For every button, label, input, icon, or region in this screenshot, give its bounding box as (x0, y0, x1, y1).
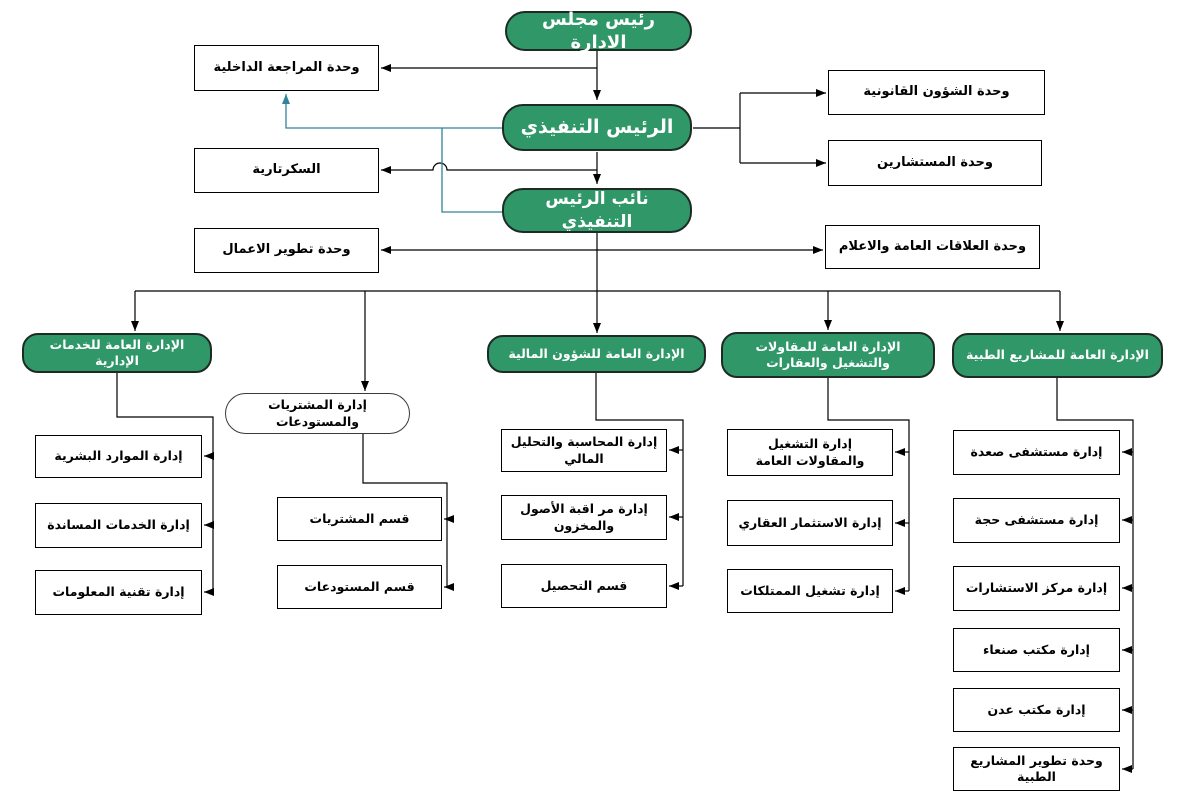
node-assets-inventory-admin: إدارة مر اقبة الأصول والمخزون (501, 495, 667, 540)
trunk-col-4 (828, 378, 909, 591)
node-dept-procurement-warehouses: إدارة المشتريات والمستودعات (225, 393, 410, 434)
node-sanaa-office-admin: إدارة مكتب صنعاء (953, 628, 1120, 672)
node-collection-section: قسم التحصيل (501, 564, 667, 608)
node-hajjah-hospital-admin: إدارة مستشفى حجة (953, 498, 1120, 543)
node-consultations-center-admin: إدارة مركز الاستشارات (953, 566, 1120, 611)
node-hr-admin: إدارة الموارد البشرية (35, 435, 202, 478)
node-ceo: الرئيس التنفيذي (502, 104, 692, 151)
node-medical-projects-dev-unit: وحدة تطوير المشاريع الطبية (953, 747, 1120, 791)
node-internal-audit-unit: وحدة المراجعة الداخلية (194, 45, 379, 91)
node-saada-hospital-admin: إدارة مستشفى صعدة (953, 430, 1120, 475)
node-accounting-analysis-admin: إدارة المحاسبة والتحليل المالي (501, 429, 667, 472)
node-dept-contracting-operations: الإدارة العامة للمقاولات والتشغيل والعقارات (721, 332, 935, 378)
node-dept-admin-services: الإدارة العامة للخدمات الإدارية (22, 333, 212, 373)
node-property-operations-admin: إدارة تشغيل الممتلكات (727, 569, 893, 613)
node-dept-medical-projects: الإدارة العامة للمشاريع الطبية (952, 333, 1163, 378)
node-business-dev-unit: وحدة تطوير الاعمال (194, 228, 379, 273)
node-deputy-ceo: نائب الرئيس التنفيذي (502, 188, 692, 233)
line-to-secretariat (381, 163, 597, 170)
node-pr-media-unit: وحدة العلاقات العامة والاعلام (825, 225, 1040, 269)
node-chairman: رئيس مجلس الادارة (505, 11, 692, 51)
node-purchasing-section: قسم المشتريات (277, 497, 442, 541)
node-legal-affairs-unit: وحدة الشؤون القانونية (828, 70, 1045, 115)
node-support-services-admin: إدارة الخدمات المساندة (35, 503, 202, 548)
node-it-admin: إدارة تقنية المعلومات (35, 570, 202, 615)
node-aden-office-admin: إدارة مكتب عدن (953, 688, 1120, 732)
trunk-col-1 (117, 373, 213, 592)
node-warehouses-section: قسم المستودعات (277, 565, 442, 609)
trunk-col-3 (596, 373, 683, 586)
node-secretariat: السكرتارية (194, 148, 379, 193)
node-consultants-unit: وحدة المستشارين (828, 140, 1042, 186)
node-real-estate-investment-admin: إدارة الاستثمار العقاري (727, 500, 893, 546)
node-dept-financial-affairs: الإدارة العامة للشؤون المالية (487, 335, 706, 373)
teal-ceo-to-audit (286, 94, 502, 128)
node-operations-contracting-admin: إدارة التشغيل والمقاولات العامة (727, 429, 893, 476)
